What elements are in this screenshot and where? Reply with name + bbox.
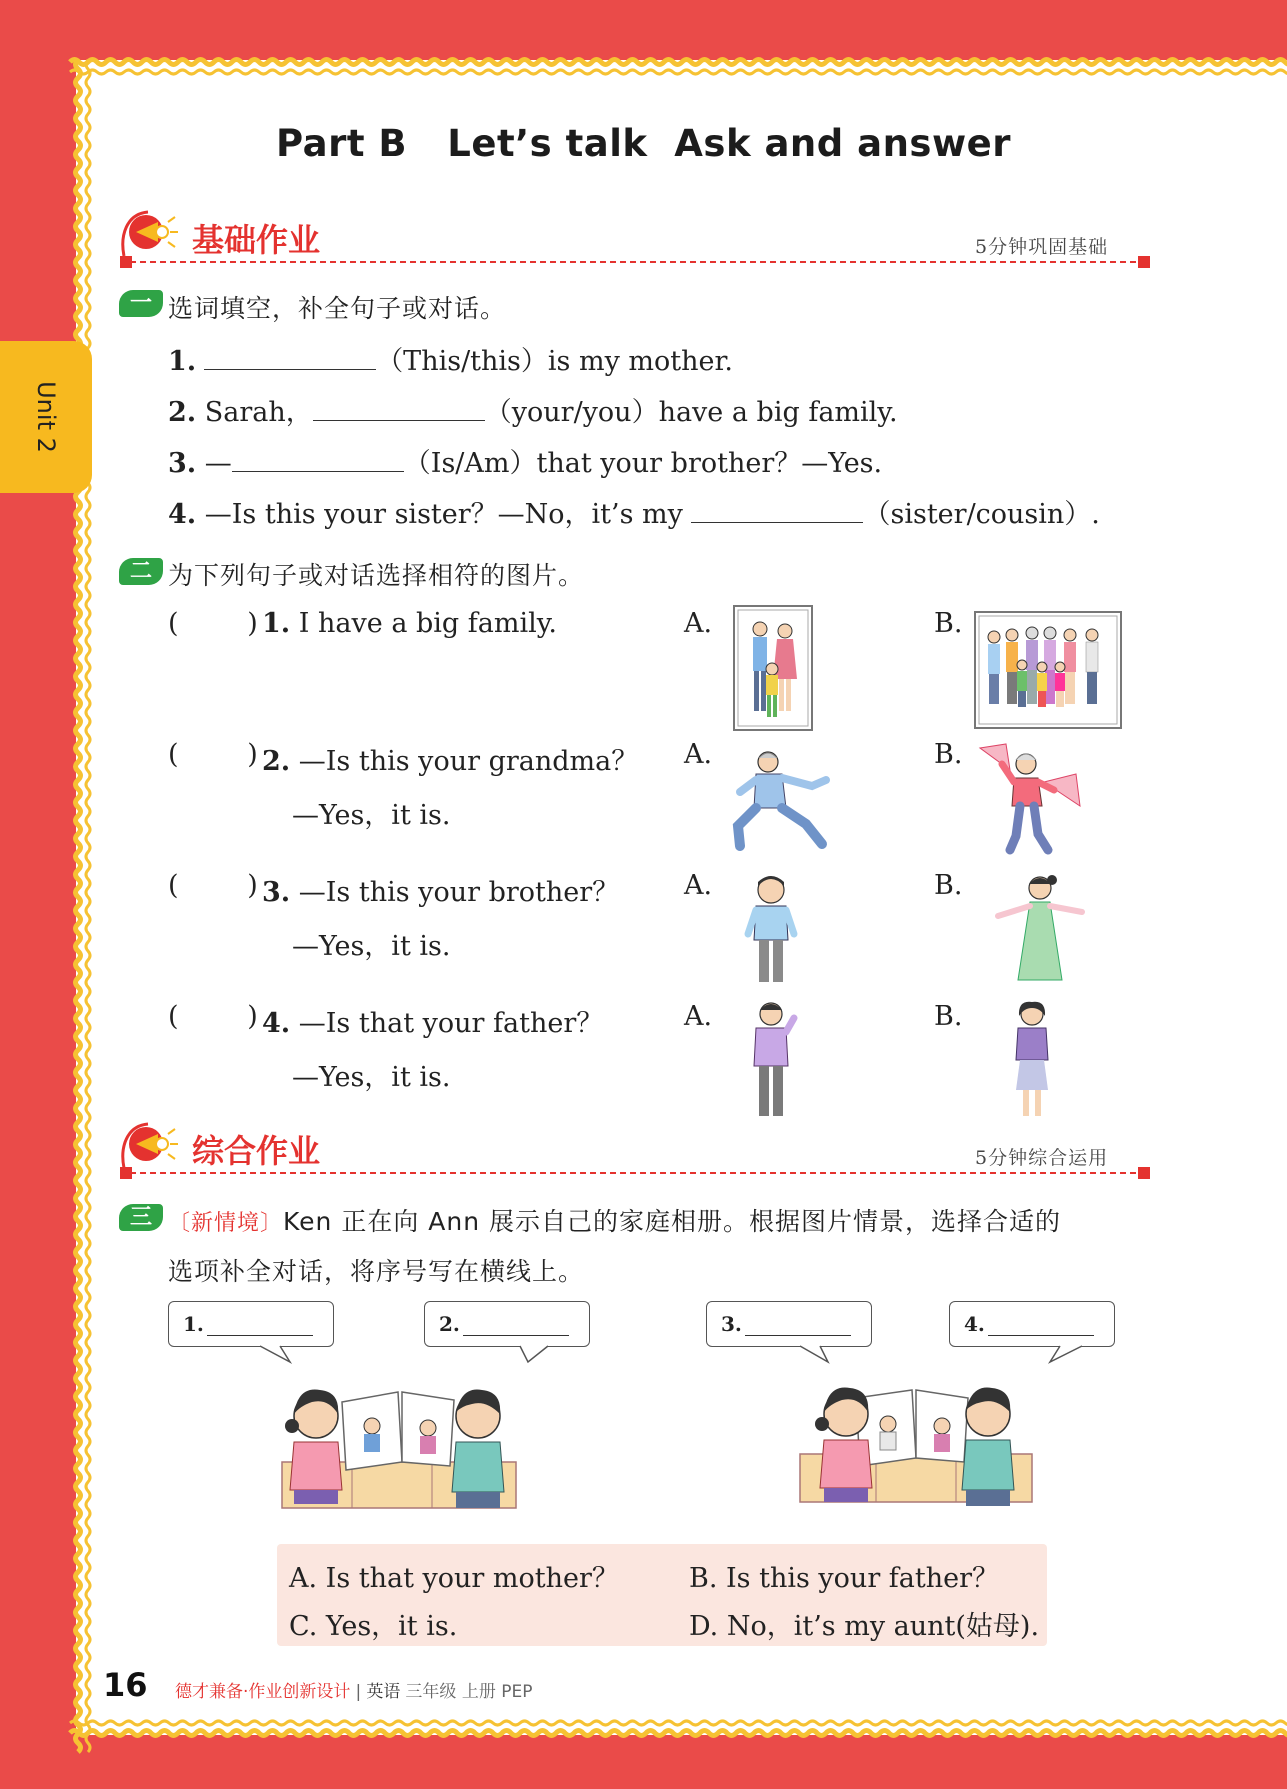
- ex1-item-2: 2. Sarah， （your/you）have a big family.: [168, 390, 898, 429]
- divider-start-mark: [120, 256, 132, 268]
- lantern-icon: [118, 206, 182, 262]
- album-scene-2: [796, 1362, 1036, 1522]
- answer-paren-4[interactable]: ( ): [168, 1001, 258, 1032]
- bubble-blank-3[interactable]: [745, 1335, 851, 1336]
- footer-grade: 三年级 上册 PEP: [405, 1682, 533, 1702]
- section-subtitle-basic: 5分钟巩固基础: [975, 236, 1109, 258]
- exercise-tag-1: 一: [119, 290, 163, 317]
- ex1-item-1: 1. （This/this）is my mother.: [168, 339, 733, 378]
- option-b-text: B. Is this your father？: [689, 1563, 1000, 1594]
- ex1-blank-4[interactable]: [691, 496, 863, 523]
- option-c-text: C. Yes，it is.: [289, 1611, 458, 1642]
- footer-series: 德才兼备·作业创新设计: [175, 1682, 351, 1702]
- ex1-blank-2[interactable]: [313, 394, 485, 421]
- footer-separator: |: [355, 1682, 362, 1702]
- speech-bubble-3: 3.: [706, 1301, 872, 1347]
- option-b-label: B.: [934, 739, 963, 770]
- option-a-label: A.: [684, 739, 713, 770]
- option-a-text: A. Is that your mother？: [289, 1563, 619, 1594]
- page-title: Part B Let’s talk Ask and answer: [276, 122, 1011, 165]
- speech-bubble-4: 4.: [949, 1301, 1115, 1347]
- exercise-2-instruction: 为下列句子或对话选择相符的图片。: [168, 561, 585, 590]
- section-subtitle-comprehensive: 5分钟综合运用: [975, 1147, 1109, 1169]
- divider-start-mark: [120, 1167, 132, 1179]
- exercise-1-instruction: 选词填空，补全句子或对话。: [168, 294, 507, 323]
- ex2-item-2-answer: —Yes，it is.: [292, 800, 451, 831]
- ex2-item-4: 4. —Is that your father？: [262, 1008, 604, 1039]
- exercise-3-instruction-line2: 选项补全对话，将序号写在横线上。: [168, 1257, 585, 1286]
- ex1-blank-1[interactable]: [204, 343, 376, 370]
- bubble-blank-1[interactable]: [207, 1335, 313, 1336]
- section-divider: [120, 1172, 1146, 1174]
- option-a-label: A.: [684, 1001, 713, 1032]
- exercise-3-instruction: 〔新情境〕Ken 正在向 Ann 展示自己的家庭相册。根据图片情景，选择合适的: [168, 1207, 1062, 1236]
- option-b-label: B.: [934, 870, 963, 901]
- new-context-label: 〔新情境〕: [168, 1211, 284, 1236]
- section-title-comprehensive: 综合作业: [192, 1132, 321, 1170]
- answer-paren-1[interactable]: ( ): [168, 608, 258, 639]
- option-b-label: B.: [934, 608, 963, 639]
- option-a-label: A.: [684, 870, 713, 901]
- ex2-item-3-answer: —Yes，it is.: [292, 931, 451, 962]
- exercise-tag-3: 三: [119, 1204, 163, 1231]
- exercise-tag-2: 二: [119, 558, 163, 585]
- divider-end-mark: [1138, 256, 1150, 268]
- answer-paren-3[interactable]: ( ): [168, 870, 258, 901]
- speech-bubble-2: 2.: [424, 1301, 590, 1347]
- section-divider: [120, 261, 1146, 263]
- lantern-icon: [118, 1118, 182, 1174]
- bubble-blank-2[interactable]: [463, 1335, 569, 1336]
- grandma-fan-dance-picture[interactable]: [976, 740, 1086, 860]
- ex1-blank-3[interactable]: [232, 445, 404, 472]
- ex2-item-1: 1. I have a big family.: [262, 608, 557, 639]
- bubble-blank-4[interactable]: [988, 1335, 1094, 1336]
- ex2-item-4-answer: —Yes，it is.: [292, 1062, 451, 1093]
- unit-tab-label: Unit 2: [32, 381, 60, 453]
- big-family-picture[interactable]: [974, 611, 1122, 729]
- option-d-text: D. No，it’s my aunt(姑母).: [689, 1611, 1040, 1642]
- section-title-basic: 基础作业: [192, 221, 321, 259]
- page-number: 16: [103, 1666, 148, 1704]
- mother-picture[interactable]: [1006, 1000, 1058, 1120]
- option-b-label: B.: [934, 1001, 963, 1032]
- small-family-picture[interactable]: [733, 605, 813, 731]
- album-scene-1: [272, 1362, 526, 1522]
- ex2-item-2: 2. —Is this your grandma？: [262, 746, 639, 777]
- answer-paren-2[interactable]: ( ): [168, 739, 258, 770]
- boy-picture[interactable]: [740, 872, 802, 990]
- divider-end-mark: [1138, 1167, 1150, 1179]
- father-picture[interactable]: [742, 1000, 800, 1122]
- options-box: [277, 1544, 1047, 1646]
- ex1-item-3: 3. — （Is/Am）that your brother？—Yes.: [168, 441, 882, 480]
- unit-tab: [0, 341, 92, 493]
- footer-info: [175, 1677, 532, 1702]
- option-a-label: A.: [684, 608, 713, 639]
- speech-bubble-1: 1.: [168, 1301, 334, 1347]
- footer-subject: 英语: [366, 1682, 401, 1702]
- girl-dance-picture[interactable]: [990, 872, 1090, 988]
- ex2-item-3: 3. —Is this your brother？: [262, 877, 620, 908]
- ex1-item-4: 4. —Is this your sister？—No，it’s my （sister/cousin）.: [168, 492, 1100, 531]
- grandpa-taichi-picture[interactable]: [726, 746, 836, 856]
